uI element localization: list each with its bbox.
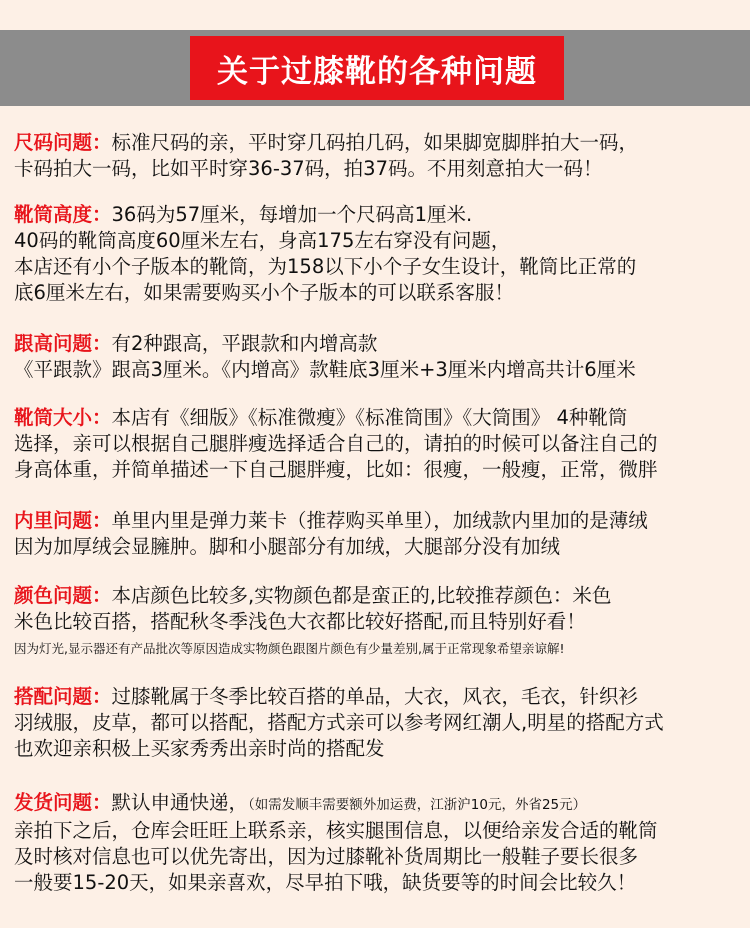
section-shaft-height-label: 靴筒高度：	[14, 203, 112, 226]
section-shaft-size-line-3: 身高体重，并简单描述一下自己腿胖瘦，比如：很瘦，一般瘦，正常，微胖	[14, 458, 658, 481]
section-color-line-2: 米色比较百搭，搭配秋冬季浅色大衣都比较好搭配,而且特别好看！	[14, 610, 586, 633]
section-shaft-height-line-3: 本店还有小个子版本的靴筒，为158以下小个子女生设计，靴筒比正常的	[14, 255, 637, 278]
section-heel-label: 跟高问题：	[14, 332, 112, 355]
section-shipping-first-line: 默认申通快递，	[111, 791, 249, 814]
section-color-line-1: 本店颜色比较多,实物颜色都是蛮正的,比较推荐颜色：米色	[111, 584, 612, 607]
page-title: 关于过膝靴的各种问题	[217, 53, 537, 90]
section-matching-label: 搭配问题：	[14, 685, 112, 708]
section-shaft-size-line-1: 本店有《细版》《标准微瘦》《标准筒围》《大筒围》 4种靴筒	[111, 406, 628, 429]
section-size	[14, 130, 736, 182]
section-matching-line-1: 过膝靴属于冬季比较百搭的单品，大衣，风衣，毛衣，针织衫	[111, 685, 639, 708]
title-bar	[0, 30, 750, 106]
section-shipping-line-3: 及时核对信息也可以优先寄出，因为过膝靴补货周期比一般鞋子要长很多	[14, 845, 639, 868]
section-color-label: 颜色问题：	[14, 584, 112, 607]
section-shipping-line-4: 一般要15-20天，如果亲喜欢，尽早拍下哦，缺货要等的时间会比较久！	[14, 871, 637, 894]
section-matching	[14, 684, 736, 762]
section-size-line-2: 卡码拍大一码，比如平时穿36-37码，拍37码。不用刻意拍大一码！	[14, 157, 603, 180]
section-matching-line-2: 羽绒服，皮草，都可以搭配，搭配方式亲可以参考网红潮人,明星的搭配方式	[14, 711, 664, 734]
section-heel	[14, 331, 736, 383]
section-shipping-line-2: 亲拍下之后，仓库会旺旺上联系亲，核实腿围信息，以便给亲发合适的靴筒	[14, 819, 658, 842]
section-shaft-height-line-2: 40码的靴筒高度60厘米左右，身高175左右穿没有问题，	[14, 229, 511, 252]
section-shaft-size-label: 靴筒大小：	[14, 406, 112, 429]
title-box	[190, 36, 564, 100]
section-shipping-fee-note: （如需发顺丰需要额外加运费，江浙沪10元，外省25元）	[248, 797, 587, 813]
section-lining-line-1: 单里内里是弹力莱卡（推荐购买单里），加绒款内里加的是薄绒	[111, 509, 648, 532]
section-shaft-height	[14, 202, 736, 306]
section-lining	[14, 508, 736, 560]
section-heel-line-1: 有2种跟高，平跟款和内增高款	[111, 332, 378, 355]
section-lining-line-2: 因为加厚绒会显臃肿。脚和小腿部分有加绒，大腿部分没有加绒	[14, 535, 561, 558]
section-color-note: 因为灯光,显示器还有产品批次等原因造成实物颜色跟图片颜色有少量差别,属于正常现象希望亲谅解!	[14, 641, 565, 656]
section-color	[14, 583, 736, 659]
section-shaft-height-line-4: 底6厘米左右，如果需要购买小个子版本的可以联系客服！	[14, 281, 514, 304]
section-lining-label: 内里问题：	[14, 509, 112, 532]
section-shaft-height-line-1: 36码为57厘米，每增加一个尺码高1厘米.	[111, 203, 473, 226]
section-shaft-size	[14, 405, 736, 483]
section-shipping	[14, 790, 736, 896]
section-shipping-label: 发货问题：	[14, 791, 112, 814]
section-size-label: 尺码问题：	[14, 131, 112, 154]
section-size-line-1: 标准尺码的亲，平时穿几码拍几码，如果脚宽脚胖拍大一码，	[111, 131, 639, 154]
section-matching-line-3: 也欢迎亲积极上买家秀秀出亲时尚的搭配发	[14, 737, 385, 760]
section-shaft-size-line-2: 选择，亲可以根据自己腿胖瘦选择适合自己的，请拍的时候可以备注自己的	[14, 432, 658, 455]
section-heel-line-2: 《平跟款》跟高3厘米。《内增高》款鞋底3厘米+3厘米内增高共计6厘米	[14, 358, 636, 381]
